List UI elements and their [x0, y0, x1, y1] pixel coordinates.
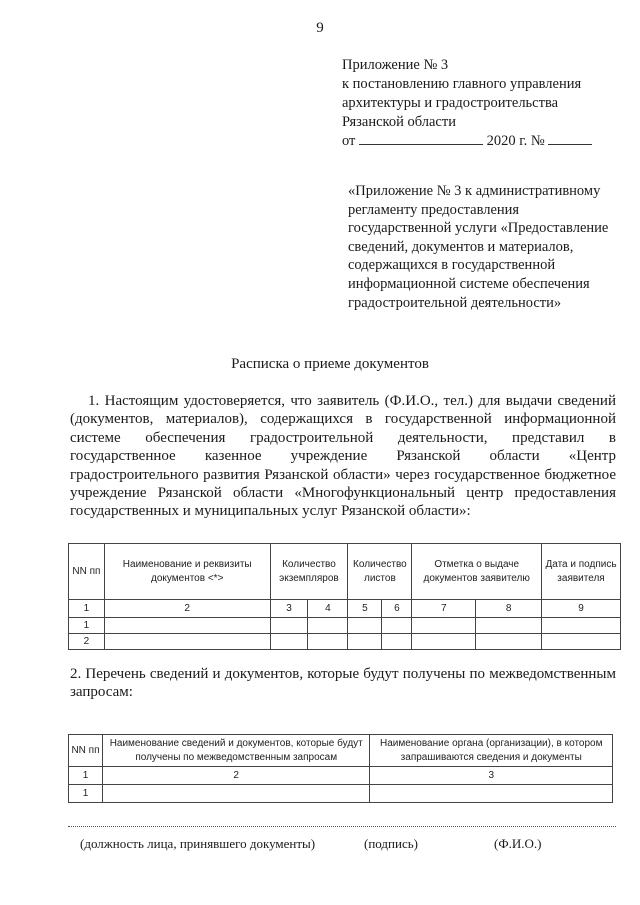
header-cell: Наименование и реквизиты документов <*>	[104, 544, 270, 600]
table-row	[69, 618, 621, 634]
appendix-header-line: Приложение № 3	[342, 57, 449, 73]
column-number: 2	[104, 600, 270, 618]
signature-line	[68, 826, 616, 827]
column-number: 2	[102, 767, 370, 785]
table-cell	[104, 618, 270, 634]
column-number: 5	[348, 600, 382, 618]
date-middle: 2020 г. №	[486, 133, 545, 149]
table-cell	[542, 618, 621, 634]
table-header-row	[69, 735, 613, 767]
table-cell	[348, 618, 382, 634]
table-cell	[308, 618, 348, 634]
date-blank	[359, 144, 483, 145]
interagency-requests-table	[68, 734, 613, 803]
table-cell	[412, 618, 476, 634]
date-prefix: от	[342, 133, 356, 149]
column-number: 8	[476, 600, 542, 618]
column-number: 7	[412, 600, 476, 618]
column-number-row	[69, 600, 621, 618]
appendix-header-line: архитектуры и градостроительства	[342, 95, 559, 111]
paragraph-2: 2. Перечень сведений и документов, которые будут получены по межведомственным запросам:	[70, 666, 616, 701]
table-cell	[412, 634, 476, 650]
signature-label: (подпись)	[364, 836, 418, 851]
column-number-row	[69, 767, 613, 785]
table-cell	[308, 634, 348, 650]
paragraph-1: 1. Настоящим удостоверяется, что заявитель (Ф.И.О., тел.) для выдачи сведений (документов, материалов), содержащихся в государственной информационной системе обеспечения градостроительной деятельности, представил в государственное казенное учреждение Рязанской области «Центр градостроительного развития Рязанской области» через государственное бюджетное учреждение Рязанской области «Многофункциональный центр предоставления государственных и муниципальных услуг Рязанской области»:	[70, 393, 616, 520]
position-label: (должность лица, принявшего документы)	[80, 836, 316, 851]
table-cell	[542, 634, 621, 650]
table-row	[69, 634, 621, 650]
header-cell: Количество листов	[348, 544, 412, 600]
column-number: 3	[370, 767, 613, 785]
header-cell: NN пп	[69, 544, 105, 600]
column-number: 6	[382, 600, 412, 618]
header-cell: Наименование органа (организации), в котором запрашиваются сведения и документы	[370, 735, 613, 767]
table-cell	[476, 618, 542, 634]
table-cell	[382, 618, 412, 634]
table-cell	[476, 634, 542, 650]
table-cell: 1	[69, 618, 105, 634]
name-label: (Ф.И.О.)	[494, 836, 542, 851]
table-cell	[382, 634, 412, 650]
header-cell: NN пп	[69, 735, 103, 767]
table-cell: 1	[69, 785, 103, 803]
table-cell	[348, 634, 382, 650]
column-number: 4	[308, 600, 348, 618]
appendix-header-line: Рязанской области	[342, 114, 456, 130]
column-number: 1	[69, 600, 105, 618]
table-cell	[270, 634, 308, 650]
table-cell: 2	[69, 634, 105, 650]
appendix-header-line: к постановлению главного управления	[342, 76, 582, 92]
header-cell: Дата и подпись заявителя	[542, 544, 621, 600]
table-cell	[270, 618, 308, 634]
number-blank	[548, 144, 592, 145]
date-line	[342, 132, 632, 151]
appendix-header	[342, 56, 632, 151]
page-number: 9	[316, 20, 324, 36]
document-title: Расписка о приеме документов	[231, 356, 429, 372]
regulation-reference: «Приложение № 3 к административному регламенту предоставления государственной услуги «Предоставление сведений, документов и материалов, содержащихся в государственной информационной системе обеспечения градостроительной деятельности»	[348, 183, 609, 311]
documents-table	[68, 543, 621, 650]
table-cell	[104, 634, 270, 650]
table-cell	[102, 785, 370, 803]
table-row	[69, 785, 613, 803]
header-cell: Наименование сведений и документов, которые будут получены по межведомственным запросам	[102, 735, 370, 767]
header-cell: Количество экземпляров	[270, 544, 348, 600]
header-cell: Отметка о выдаче документов заявителю	[412, 544, 542, 600]
column-number: 1	[69, 767, 103, 785]
column-number: 3	[270, 600, 308, 618]
table-header-row	[69, 544, 621, 600]
table-cell	[370, 785, 613, 803]
column-number: 9	[542, 600, 621, 618]
